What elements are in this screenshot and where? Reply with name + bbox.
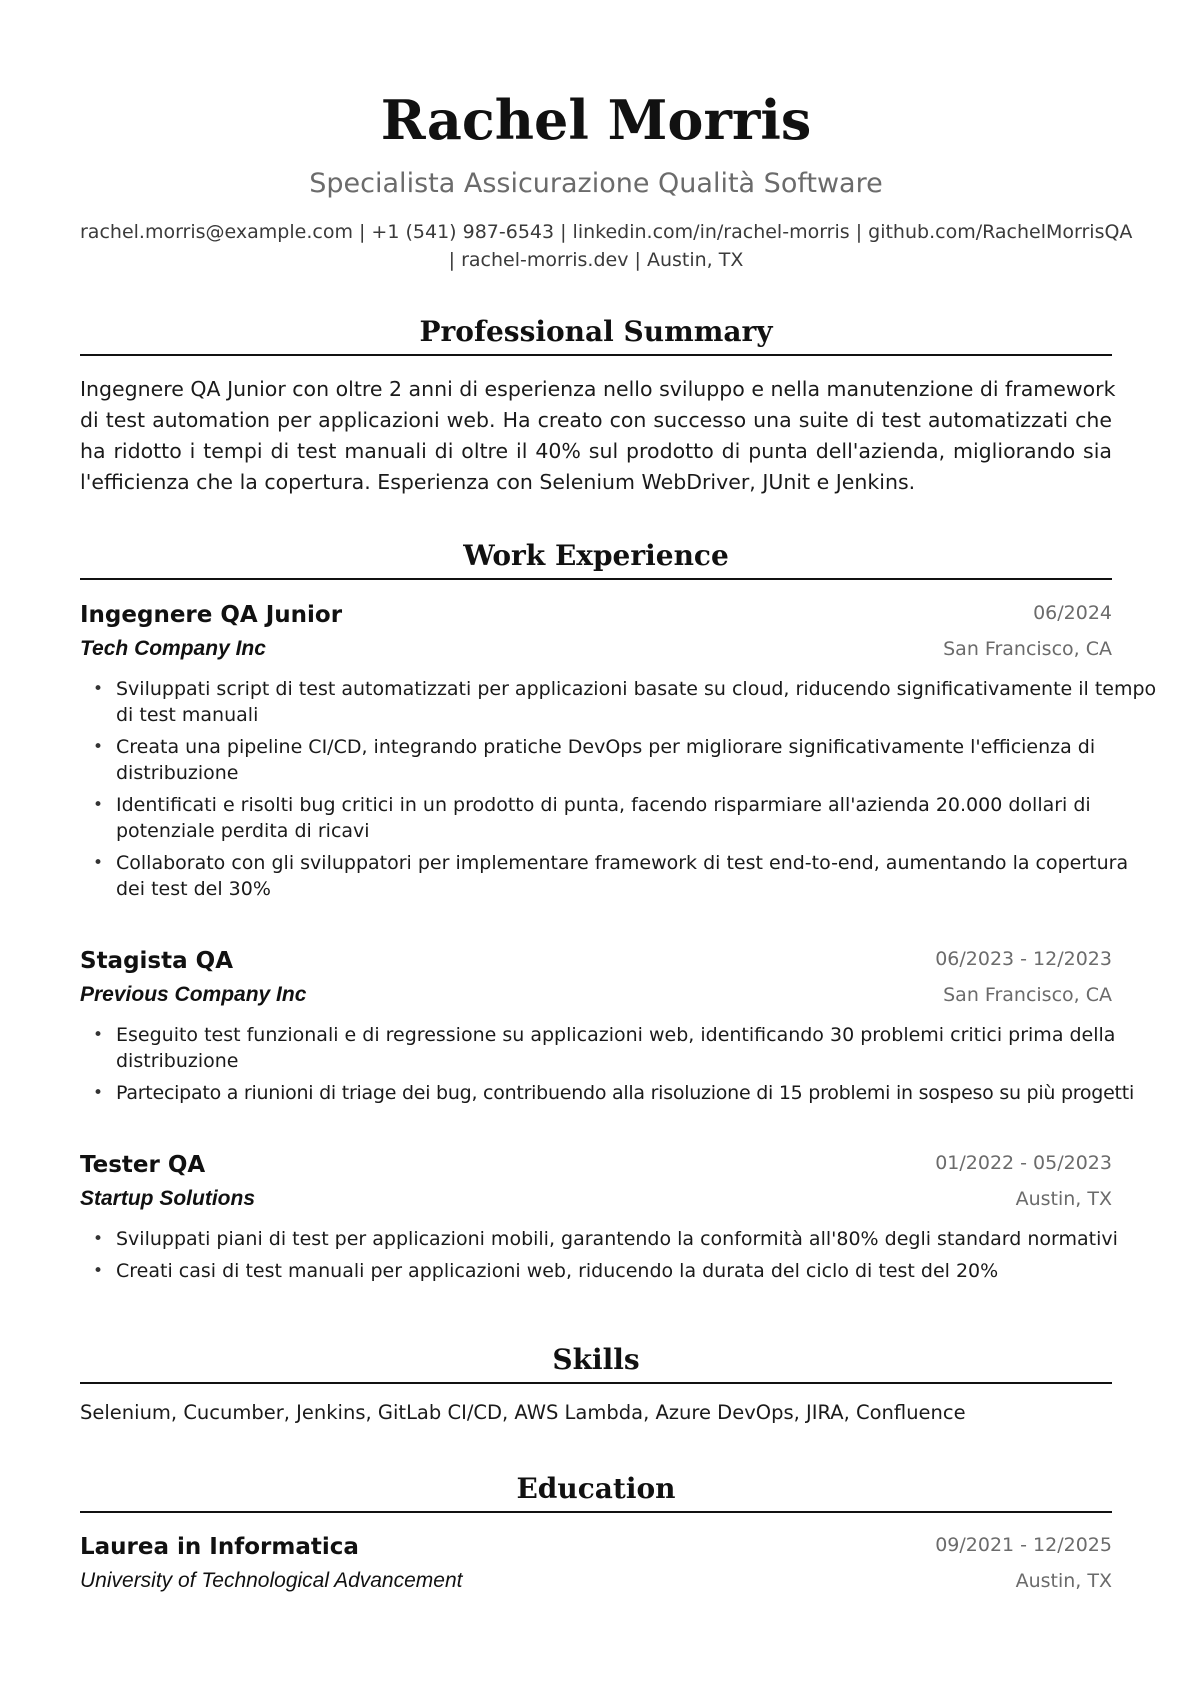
education-school: University of Technological Advancement [80,1569,463,1592]
job-company: Startup Solutions [80,1187,255,1210]
bullet-line: • Partecipato a riunioni di triage dei bug, contribuendo alla risoluzione di 15 problemi in sospeso su più progetti [116,1082,1134,1104]
bullet-line: distribuzione [116,1050,239,1072]
bullet-line: • Identificati e risolti bug critici in un prodotto di punta, facendo risparmiare all'azienda 20.000 dollari di [116,794,1091,816]
job-title: Ingegnere QA Junior [80,602,343,628]
contact-line: | rachel-morris.dev | Austin, TX [448,249,744,271]
job-location: San Francisco, CA [943,984,1112,1006]
bullet-line: • Sviluppati script di test automatizzati per applicazioni basate su cloud, riducendo significativamente il tempo [116,678,1157,700]
job-entry [80,1148,1118,1282]
list-item [80,734,1112,786]
bullet-line: • Collaborato con gli sviluppatori per implementare framework di test end-to-end, aumentando la copertura [116,852,1129,874]
list-item [80,1022,1116,1074]
candidate-name: Rachel Morris [380,88,812,152]
job-date: 01/2022 - 05/2023 [935,1152,1112,1174]
bullet-line: di test manuali [116,704,259,726]
list-item [80,792,1112,844]
list-item [80,676,1157,728]
bullet-line: potenziale perdita di ricavi [116,820,370,842]
skills-list: Selenium, Cucumber, Jenkins, GitLab CI/CD, AWS Lambda, Azure DevOps, JIRA, Confluence [80,1401,966,1424]
education-degree: Laurea in Informatica [80,1534,359,1560]
bullet-line: • Creata una pipeline CI/CD, integrando pratiche DevOps per migliorare significativamente l'efficienza di [116,736,1096,758]
section-heading-experience: Work Experience [80,536,1112,580]
job-date: 06/2024 [1033,602,1112,624]
bullet-line: • Eseguito test funzionali e di regressione su applicazioni web, identificando 30 problemi critici prima della [116,1024,1116,1046]
candidate-title: Specialista Assicurazione Qualità Software [309,168,883,199]
summary-line: di test automation per applicazioni web. Ha creato con successo una suite di test automatizzati che [80,408,1112,432]
job-date: 06/2023 - 12/2023 [935,948,1112,970]
job-title: Stagista QA [80,948,233,974]
job-entry [80,944,1134,1104]
job-bullets [80,1226,1118,1290]
job-company: Tech Company Inc [80,637,266,660]
summary-line: l'efficienza che la copertura. Esperienza con Selenium WebDriver, JUnit e Jenkins. [80,470,916,494]
bullet-line: distribuzione [116,762,239,784]
job-title: Tester QA [80,1152,206,1178]
bullet-line: • Sviluppati piani di test per applicazioni mobili, garantendo la conformità all'80% degli standard normativi [116,1228,1118,1250]
job-bullets [80,1022,1134,1112]
contact-line: rachel.morris@example.com | +1 (541) 987-6543 | linkedin.com/in/rachel-morris | github.com/RachelMorrisQA [80,221,1133,243]
summary-text [80,374,1116,498]
education-entry [80,1530,1112,1598]
summary-line: Ingegnere QA Junior con oltre 2 anni di esperienza nello sviluppo e nella manutenzione di framework [80,377,1116,401]
bullet-line: dei test del 30% [116,878,271,900]
contact-info [80,218,1133,274]
section-heading-summary: Professional Summary [80,312,1112,356]
summary-line: ha ridotto i tempi di test manuali di oltre il 40% sul prodotto di punta dell'azienda, migliorando sia [80,439,1112,463]
list-item [80,850,1129,902]
job-bullets [80,676,1157,908]
section-heading-skills: Skills [80,1340,1112,1384]
job-location: San Francisco, CA [943,638,1112,660]
job-location: Austin, TX [1015,1188,1112,1210]
list-item [80,1258,1112,1284]
job-company: Previous Company Inc [80,983,307,1006]
bullet-line: • Creati casi di test manuali per applicazioni web, riducendo la durata del ciclo di test del 20% [116,1260,999,1282]
education-location: Austin, TX [1015,1570,1112,1592]
list-item [80,1226,1118,1252]
list-item [80,1080,1134,1106]
education-date: 09/2021 - 12/2025 [935,1534,1112,1556]
section-heading-education: Education [80,1469,1112,1513]
job-entry [80,598,1157,900]
